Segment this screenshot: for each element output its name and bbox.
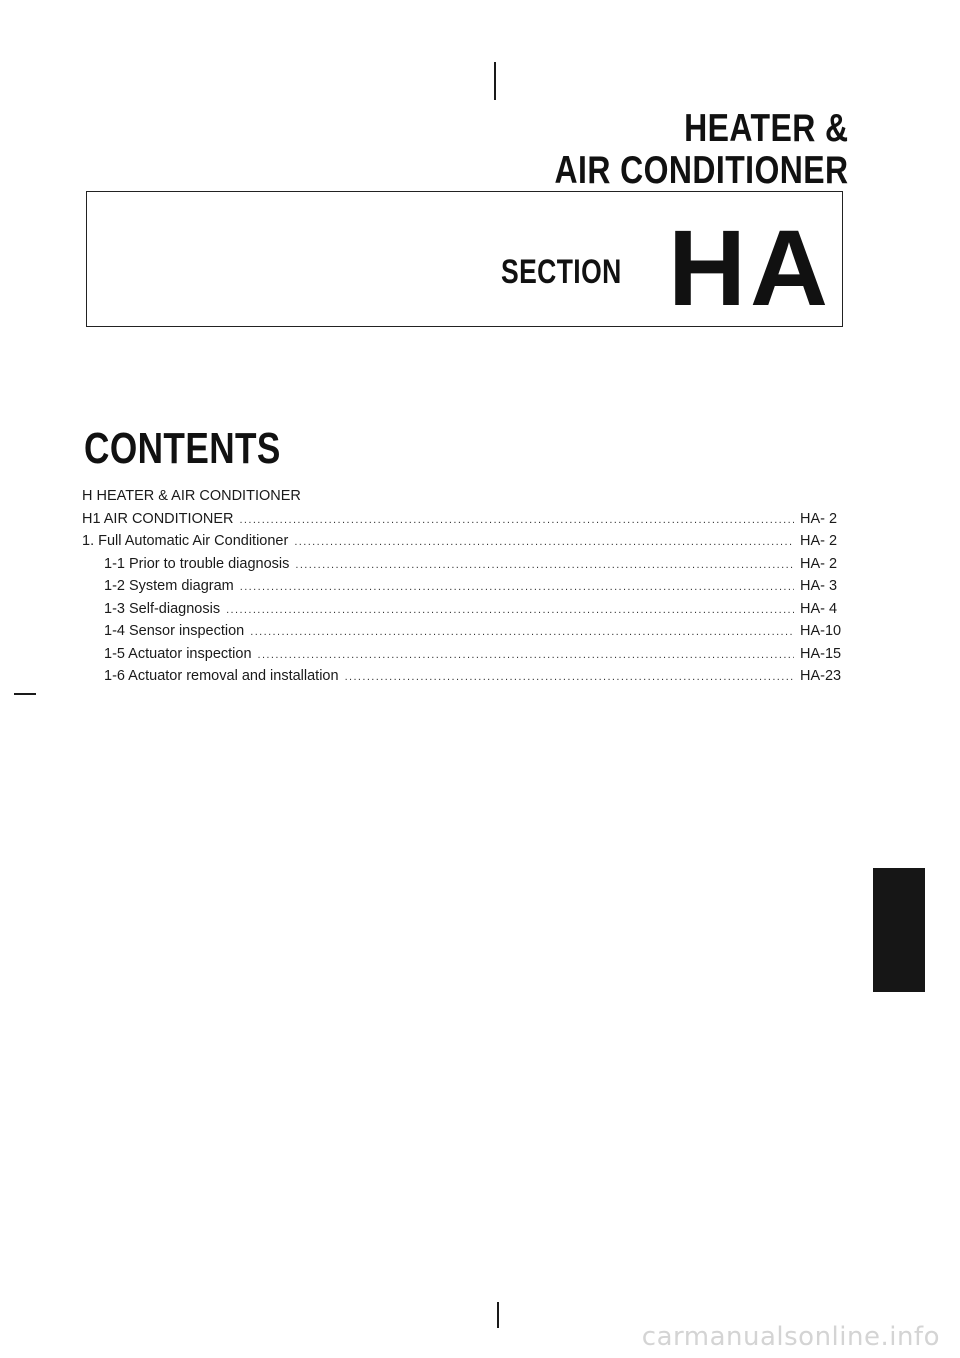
toc-entry-title: 1-3 Self-diagnosis bbox=[104, 600, 221, 617]
toc-entry-title: 1. Full Automatic Air Conditioner bbox=[82, 533, 289, 549]
section-code: HA bbox=[668, 207, 832, 328]
toc-entry-page: HA- 2 bbox=[800, 510, 838, 527]
left-scan-mark bbox=[14, 693, 36, 695]
toc-dot-leader bbox=[250, 621, 794, 644]
section-title-line-2: AIR CONDITIONER bbox=[554, 149, 848, 192]
section-index-tab bbox=[873, 868, 925, 992]
top-center-mark bbox=[494, 62, 496, 100]
toc-entry[interactable] bbox=[82, 643, 852, 666]
toc-entry-title: 1-6 Actuator removal and installation bbox=[104, 668, 339, 684]
bottom-center-mark bbox=[497, 1302, 499, 1328]
toc-entry-page: HA-23 bbox=[800, 668, 842, 684]
contents-heading: CONTENTS bbox=[84, 424, 281, 473]
toc-dot-leader bbox=[239, 509, 794, 532]
toc-group-heading: H HEATER & AIR CONDITIONER bbox=[82, 488, 301, 504]
toc-entry-title: 1-2 System diagram bbox=[104, 578, 234, 594]
toc-entry-title: 1-4 Sensor inspection bbox=[104, 623, 245, 639]
section-title bbox=[554, 108, 848, 192]
toc-dot-leader bbox=[258, 644, 794, 667]
toc-dot-leader bbox=[294, 531, 794, 554]
section-title-line-1: HEATER & bbox=[683, 107, 848, 150]
toc-entry-title: 1-5 Actuator inspection bbox=[104, 645, 252, 662]
toc-entry-title: 1-1 Prior to trouble diagnosis bbox=[104, 555, 290, 572]
toc-entry[interactable] bbox=[82, 553, 852, 576]
toc-entry[interactable] bbox=[82, 620, 852, 643]
toc-entry[interactable] bbox=[82, 508, 852, 531]
toc-entry-page: HA-15 bbox=[800, 645, 842, 662]
toc-entry-page: HA- 4 bbox=[800, 600, 838, 617]
section-box bbox=[86, 191, 843, 327]
toc-entry-page: HA- 3 bbox=[800, 578, 838, 594]
toc-entry-page: HA-10 bbox=[800, 623, 842, 639]
toc-dot-leader bbox=[240, 576, 794, 599]
table-of-contents bbox=[82, 485, 852, 688]
toc-entry-page: HA- 2 bbox=[800, 533, 838, 549]
toc-entry-title: H1 AIR CONDITIONER bbox=[82, 510, 234, 527]
toc-entry[interactable] bbox=[82, 598, 852, 621]
toc-dot-leader bbox=[295, 554, 794, 577]
toc-dot-leader bbox=[345, 666, 794, 689]
toc-entry[interactable] bbox=[82, 530, 852, 553]
section-label: SECTION bbox=[501, 253, 622, 291]
toc-entry[interactable] bbox=[82, 665, 852, 688]
toc-entry-page: HA- 2 bbox=[800, 555, 838, 572]
toc-entry[interactable] bbox=[82, 575, 852, 598]
toc-dot-leader bbox=[226, 599, 794, 622]
watermark: carmanualsonline.info bbox=[641, 1322, 940, 1352]
